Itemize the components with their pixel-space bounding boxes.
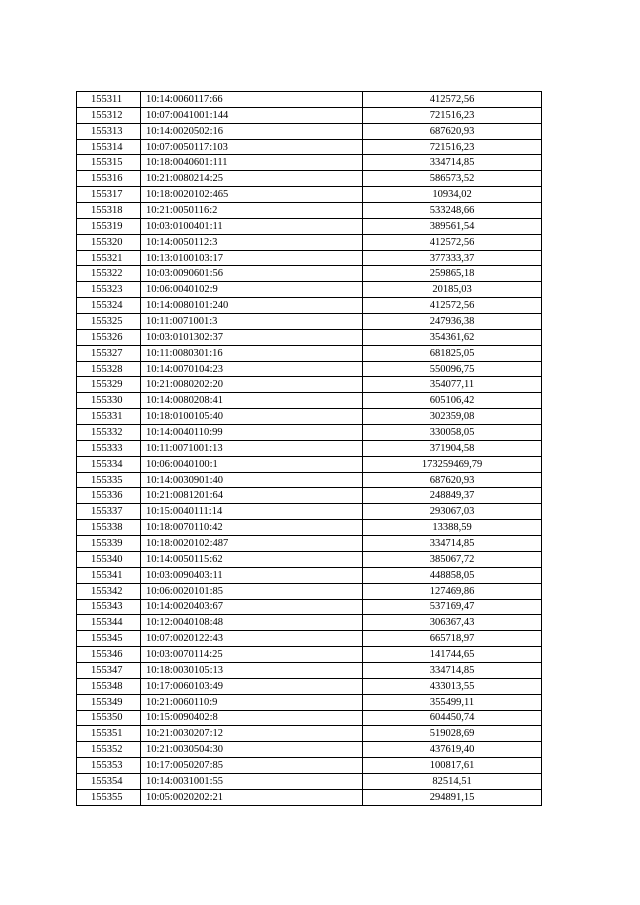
value-cell: 681825,05	[363, 345, 542, 361]
value-cell: 687620,93	[363, 123, 542, 139]
cadastral-number-cell: 10:14:0020403:67	[141, 599, 363, 615]
cadastral-number-cell: 10:21:0030207:12	[141, 726, 363, 742]
cadastral-number-cell: 10:03:0100401:11	[141, 218, 363, 234]
table-row	[77, 361, 542, 377]
row-number-cell: 155327	[77, 345, 141, 361]
row-number-cell: 155325	[77, 314, 141, 330]
cadastral-number-cell: 10:14:0050115:62	[141, 551, 363, 567]
value-cell: 385067,72	[363, 551, 542, 567]
row-number-cell: 155354	[77, 773, 141, 789]
table-row	[77, 425, 542, 441]
cadastral-number-cell: 10:14:0031001:55	[141, 773, 363, 789]
value-cell: 334714,85	[363, 155, 542, 171]
row-number-cell: 155350	[77, 710, 141, 726]
table-row	[77, 250, 542, 266]
cadastral-number-cell: 10:18:0100105:40	[141, 409, 363, 425]
cadastral-number-cell: 10:14:0070104:23	[141, 361, 363, 377]
row-number-cell: 155355	[77, 789, 141, 805]
value-cell: 586573,52	[363, 171, 542, 187]
cadastral-number-cell: 10:07:0041001:144	[141, 107, 363, 123]
table-row	[77, 773, 542, 789]
value-cell: 302359,08	[363, 409, 542, 425]
value-cell: 294891,15	[363, 789, 542, 805]
table-row	[77, 282, 542, 298]
cadastral-number-cell: 10:21:0030504:30	[141, 742, 363, 758]
value-cell: 433013,55	[363, 678, 542, 694]
table-row	[77, 472, 542, 488]
row-number-cell: 155332	[77, 425, 141, 441]
row-number-cell: 155331	[77, 409, 141, 425]
cadastral-number-cell: 10:07:0020122:43	[141, 631, 363, 647]
cadastral-number-cell: 10:12:0040108:48	[141, 615, 363, 631]
row-number-cell: 155334	[77, 456, 141, 472]
value-cell: 247936,38	[363, 314, 542, 330]
table-row	[77, 314, 542, 330]
cadastral-number-cell: 10:21:0060110:9	[141, 694, 363, 710]
row-number-cell: 155324	[77, 298, 141, 314]
row-number-cell: 155337	[77, 504, 141, 520]
value-cell: 259865,18	[363, 266, 542, 282]
row-number-cell: 155341	[77, 567, 141, 583]
cadastral-number-cell: 10:03:0070114:25	[141, 647, 363, 663]
cadastral-number-cell: 10:11:0080301:16	[141, 345, 363, 361]
value-cell: 412572,56	[363, 234, 542, 250]
cadastral-number-cell: 10:11:0071001:13	[141, 440, 363, 456]
table-row	[77, 742, 542, 758]
table-row	[77, 187, 542, 203]
table-body	[77, 92, 542, 806]
table-row	[77, 345, 542, 361]
cadastral-number-cell: 10:14:0050112:3	[141, 234, 363, 250]
value-cell: 437619,40	[363, 742, 542, 758]
table-row	[77, 456, 542, 472]
cadastral-number-cell: 10:21:0080202:20	[141, 377, 363, 393]
cadastral-number-cell: 10:13:0100103:17	[141, 250, 363, 266]
value-cell: 665718,97	[363, 631, 542, 647]
row-number-cell: 155343	[77, 599, 141, 615]
row-number-cell: 155321	[77, 250, 141, 266]
value-cell: 519028,69	[363, 726, 542, 742]
row-number-cell: 155353	[77, 758, 141, 774]
row-number-cell: 155339	[77, 536, 141, 552]
table-row	[77, 726, 542, 742]
row-number-cell: 155318	[77, 203, 141, 219]
table-row	[77, 329, 542, 345]
cadastral-number-cell: 10:15:0090402:8	[141, 710, 363, 726]
table-row	[77, 298, 542, 314]
table-row	[77, 234, 542, 250]
table-row	[77, 203, 542, 219]
row-number-cell: 155322	[77, 266, 141, 282]
row-number-cell: 155320	[77, 234, 141, 250]
table-row	[77, 710, 542, 726]
value-cell: 604450,74	[363, 710, 542, 726]
table-row	[77, 393, 542, 409]
value-cell: 550096,75	[363, 361, 542, 377]
value-cell: 355499,11	[363, 694, 542, 710]
cadastral-number-cell: 10:18:0020102:465	[141, 187, 363, 203]
value-cell: 141744,65	[363, 647, 542, 663]
value-cell: 371904,58	[363, 440, 542, 456]
cadastral-number-cell: 10:14:0060117:66	[141, 92, 363, 108]
table-row	[77, 567, 542, 583]
table-row	[77, 409, 542, 425]
value-cell: 354361,62	[363, 329, 542, 345]
row-number-cell: 155352	[77, 742, 141, 758]
row-number-cell: 155345	[77, 631, 141, 647]
cadastral-number-cell: 10:06:0040102:9	[141, 282, 363, 298]
row-number-cell: 155313	[77, 123, 141, 139]
value-cell: 10934,02	[363, 187, 542, 203]
value-cell: 248849,37	[363, 488, 542, 504]
cadastral-number-cell: 10:17:0060103:49	[141, 678, 363, 694]
table-row	[77, 440, 542, 456]
row-number-cell: 155348	[77, 678, 141, 694]
cadastral-number-cell: 10:03:0101302:37	[141, 329, 363, 345]
value-cell: 448858,05	[363, 567, 542, 583]
row-number-cell: 155316	[77, 171, 141, 187]
value-cell: 20185,03	[363, 282, 542, 298]
cadastral-number-cell: 10:07:0050117:103	[141, 139, 363, 155]
row-number-cell: 155340	[77, 551, 141, 567]
value-cell: 334714,85	[363, 536, 542, 552]
table-row	[77, 155, 542, 171]
table-row	[77, 218, 542, 234]
value-cell: 377333,37	[363, 250, 542, 266]
row-number-cell: 155315	[77, 155, 141, 171]
row-number-cell: 155329	[77, 377, 141, 393]
cadastral-number-cell: 10:05:0020202:21	[141, 789, 363, 805]
row-number-cell: 155319	[77, 218, 141, 234]
row-number-cell: 155314	[77, 139, 141, 155]
cadastral-number-cell: 10:15:0040111:14	[141, 504, 363, 520]
cadastral-number-cell: 10:03:0090601:56	[141, 266, 363, 282]
table-row	[77, 789, 542, 805]
value-cell: 306367,43	[363, 615, 542, 631]
cadastral-number-cell: 10:14:0020502:16	[141, 123, 363, 139]
row-number-cell: 155312	[77, 107, 141, 123]
cadastral-number-cell: 10:11:0071001:3	[141, 314, 363, 330]
table-row	[77, 520, 542, 536]
value-cell: 293067,03	[363, 504, 542, 520]
value-cell: 127469,86	[363, 583, 542, 599]
cadastral-number-cell: 10:14:0030901:40	[141, 472, 363, 488]
row-number-cell: 155344	[77, 615, 141, 631]
cadastral-number-cell: 10:17:0050207:85	[141, 758, 363, 774]
table-row	[77, 647, 542, 663]
cadastral-number-cell: 10:18:0030105:13	[141, 662, 363, 678]
value-cell: 687620,93	[363, 472, 542, 488]
table-row	[77, 139, 542, 155]
cadastral-number-cell: 10:06:0040100:1	[141, 456, 363, 472]
row-number-cell: 155342	[77, 583, 141, 599]
row-number-cell: 155351	[77, 726, 141, 742]
row-number-cell: 155335	[77, 472, 141, 488]
row-number-cell: 155347	[77, 662, 141, 678]
row-number-cell: 155311	[77, 92, 141, 108]
cadastral-number-cell: 10:21:0050116:2	[141, 203, 363, 219]
cadastral-number-cell: 10:21:0081201:64	[141, 488, 363, 504]
row-number-cell: 155349	[77, 694, 141, 710]
table-row	[77, 92, 542, 108]
value-cell: 389561,54	[363, 218, 542, 234]
cadastral-number-cell: 10:21:0080214:25	[141, 171, 363, 187]
row-number-cell: 155330	[77, 393, 141, 409]
row-number-cell: 155328	[77, 361, 141, 377]
table-row	[77, 266, 542, 282]
table-row	[77, 583, 542, 599]
row-number-cell: 155333	[77, 440, 141, 456]
value-cell: 82514,51	[363, 773, 542, 789]
table-row	[77, 377, 542, 393]
table-row	[77, 171, 542, 187]
cadastral-number-cell: 10:14:0040110:99	[141, 425, 363, 441]
table-row	[77, 504, 542, 520]
row-number-cell: 155346	[77, 647, 141, 663]
value-cell: 100817,61	[363, 758, 542, 774]
value-cell: 13388,59	[363, 520, 542, 536]
table-row	[77, 758, 542, 774]
cadastral-number-cell: 10:18:0070110:42	[141, 520, 363, 536]
data-table	[76, 91, 542, 806]
value-cell: 721516,23	[363, 139, 542, 155]
cadastral-number-cell: 10:18:0040601:111	[141, 155, 363, 171]
value-cell: 412572,56	[363, 298, 542, 314]
value-cell: 533248,66	[363, 203, 542, 219]
table-row	[77, 678, 542, 694]
table-row	[77, 615, 542, 631]
row-number-cell: 155336	[77, 488, 141, 504]
cadastral-number-cell: 10:18:0020102:487	[141, 536, 363, 552]
cadastral-number-cell: 10:03:0090403:11	[141, 567, 363, 583]
value-cell: 334714,85	[363, 662, 542, 678]
row-number-cell: 155317	[77, 187, 141, 203]
table-row	[77, 488, 542, 504]
value-cell: 412572,56	[363, 92, 542, 108]
table-row	[77, 694, 542, 710]
value-cell: 537169,47	[363, 599, 542, 615]
row-number-cell: 155338	[77, 520, 141, 536]
value-cell: 605106,42	[363, 393, 542, 409]
table-row	[77, 123, 542, 139]
value-cell: 354077,11	[363, 377, 542, 393]
row-number-cell: 155326	[77, 329, 141, 345]
table-row	[77, 551, 542, 567]
table-row	[77, 599, 542, 615]
table-row	[77, 536, 542, 552]
cadastral-number-cell: 10:14:0080101:240	[141, 298, 363, 314]
row-number-cell: 155323	[77, 282, 141, 298]
cadastral-number-cell: 10:06:0020101:85	[141, 583, 363, 599]
table-row	[77, 107, 542, 123]
cadastral-number-cell: 10:14:0080208:41	[141, 393, 363, 409]
table-row	[77, 662, 542, 678]
value-cell: 330058,05	[363, 425, 542, 441]
value-cell: 173259469,79	[363, 456, 542, 472]
table-row	[77, 631, 542, 647]
value-cell: 721516,23	[363, 107, 542, 123]
